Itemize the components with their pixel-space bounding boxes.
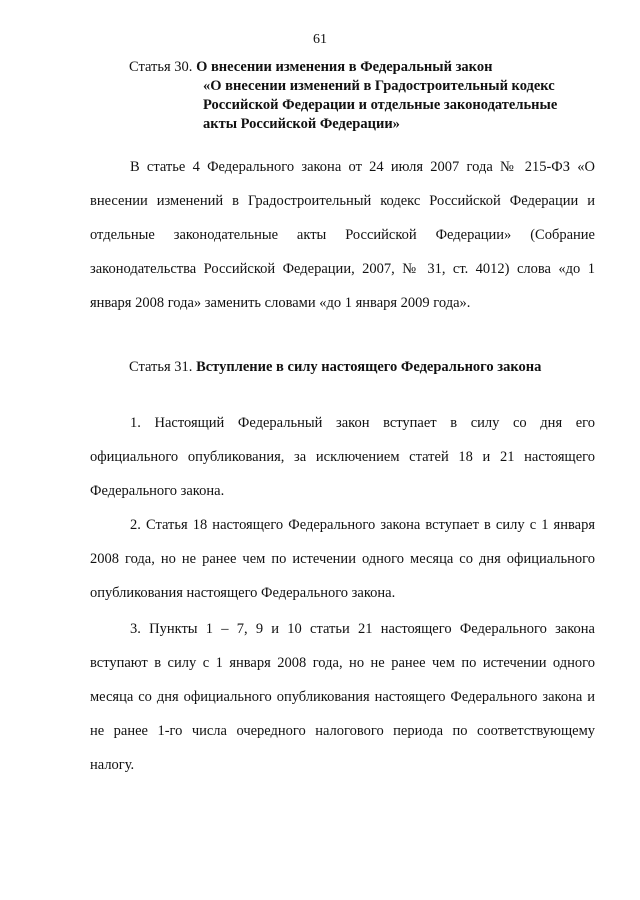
article-30-title-line-2: «О внесении изменений в Градостроительный кодекс [203, 78, 555, 94]
article-31-paragraph-3: 3. Пункты 1 – 7, 9 и 10 статьи 21 настоящего Федерального закона вступают в силу с 1 января 2008 года, но не ранее чем по истечении одного месяца со дня официального опубликования настоящего Федерального закона и не ранее 1-го числа очередного налогового периода по соответствующему налогу. [90, 621, 595, 773]
page-number: 61 [313, 32, 327, 47]
article-30-heading-row-1 [129, 58, 599, 77]
article-31-label: Статья 31. [129, 359, 193, 375]
article-30-paragraph: В статье 4 Федерального закона от 24 июля 2007 года № 215-ФЗ «О внесении изменений в Градостроительный кодекс Российской Федерации и отдельные законодательные акты Российской Федерации» (Собрание законодательства Российской Федерации, 2007, № 31, ст. 4012) слова «до 1 января 2008 года» заменить словами «до 1 января 2009 года». [90, 159, 595, 311]
article-31-paragraph-1: 1. Настоящий Федеральный закон вступает в силу со дня его официального опубликования, за исключением статей 18 и 21 настоящего Федерального закона. [90, 415, 595, 499]
article-30-heading [129, 58, 599, 134]
article-31-heading [129, 358, 541, 377]
article-30-title-line-3: Российской Федерации и отдельные законодательные [203, 97, 558, 113]
article-31-title: Вступление в силу настоящего Федерального закона [196, 359, 542, 375]
article-30-title-line-4: акты Российской Федерации» [203, 116, 400, 132]
article-30-title-line-1: О внесении изменения в Федеральный закон [196, 59, 493, 75]
article-30-label: Статья 30. [129, 59, 193, 75]
article-31-paragraph-2: 2. Статья 18 настоящего Федерального закона вступает в силу с 1 января 2008 года, но не ранее чем по истечении одного месяца со дня официального опубликования настоящего Федерального закона. [90, 517, 595, 601]
